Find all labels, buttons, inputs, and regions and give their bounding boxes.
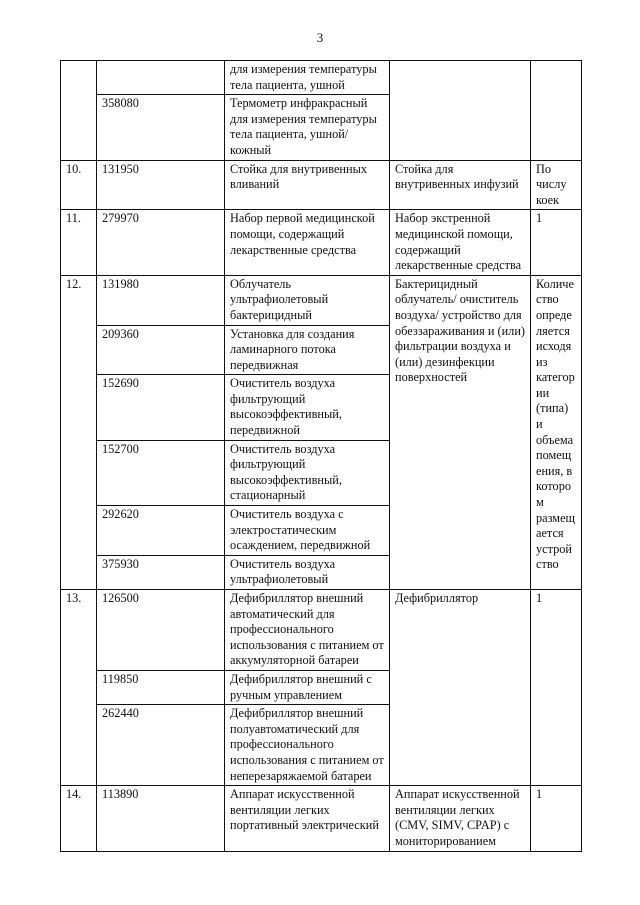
device-name-cell: Очиститель воздуха ультрафиолетовый [225, 555, 390, 589]
code-cell: 131980 [97, 275, 225, 325]
device-name-cell: Аппарат искусственной вентиляции легких портативный электрический [225, 786, 390, 851]
device-name-cell: для измерения температуры тела пациента, ушной [225, 61, 390, 95]
code-cell: 279970 [97, 210, 225, 275]
quantity-cell: По числу коек [531, 160, 582, 210]
page-number: 3 [316, 30, 324, 45]
row-number-cell: 11. [61, 210, 97, 275]
device-name-cell: Дефибриллятор внешний полуавтоматический для профессионального использования с питанием от неперезаряжаемой батареи [225, 705, 390, 786]
table-row [61, 275, 582, 325]
device-name-cell: Набор первой медицинской помощи, содержащий лекарственные средства [225, 210, 390, 275]
device-name-cell: Дефибриллятор внешний автоматический для профессионального использования с питанием от аккумуляторной батареи [225, 590, 390, 671]
device-name-cell: Очиститель воздуха фильтрующий высокоэффективный, передвижной [225, 375, 390, 440]
row-number-cell: 14. [61, 786, 97, 851]
requirement-cell [390, 61, 531, 161]
code-cell: 358080 [97, 95, 225, 160]
table-row [61, 786, 582, 851]
row-number-cell [61, 61, 97, 161]
quantity-cell [531, 61, 582, 161]
device-name-cell: Очиститель воздуха фильтрующий высокоэффективный, стационарный [225, 440, 390, 505]
requirement-cell: Стойка для внутривенных инфузий [390, 160, 531, 210]
code-cell: 152690 [97, 375, 225, 440]
requirement-cell: Бактерицидный облучатель/ очиститель воздуха/ устройство для обеззараживания и (или) фильтрации воздуха и (или) дезинфекции поверхностей [390, 275, 531, 589]
code-cell: 209360 [97, 325, 225, 375]
code-cell: 152700 [97, 440, 225, 505]
table-row [61, 160, 582, 210]
device-name-cell: Установка для создания ламинарного потока передвижная [225, 325, 390, 375]
device-name-cell: Очиститель воздуха с электростатическим осаждением, передвижной [225, 506, 390, 556]
device-name-cell: Дефибриллятор внешний с ручным управлением [225, 670, 390, 704]
device-name-cell: Термометр инфракрасный для измерения температуры тела пациента, ушной/кожный [225, 95, 390, 160]
device-name-cell: Стойка для внутривенных вливаний [225, 160, 390, 210]
device-name-cell: Облучатель ультрафиолетовый бактерицидный [225, 275, 390, 325]
requirement-cell: Аппарат искусственной вентиляции легких (CMV, SIMV, CPAP) с мониторированием [390, 786, 531, 851]
code-cell [97, 61, 225, 95]
row-number-cell: 12. [61, 275, 97, 589]
code-cell: 262440 [97, 705, 225, 786]
table-row [61, 61, 582, 95]
table-row [61, 210, 582, 275]
code-cell: 131950 [97, 160, 225, 210]
quantity-cell: 1 [531, 590, 582, 786]
row-number-cell: 13. [61, 590, 97, 786]
requirement-cell: Набор экстренной медицинской помощи, содержащий лекарственные средства [390, 210, 531, 275]
equipment-table [60, 60, 582, 852]
code-cell: 113890 [97, 786, 225, 851]
quantity-cell: Количество определяется исходя из категории (типа) и объема помещения, в котором размещается устройство [531, 275, 582, 589]
row-number-cell: 10. [61, 160, 97, 210]
code-cell: 375930 [97, 555, 225, 589]
code-cell: 292620 [97, 506, 225, 556]
code-cell: 119850 [97, 670, 225, 704]
quantity-cell: 1 [531, 210, 582, 275]
quantity-cell: 1 [531, 786, 582, 851]
requirement-cell: Дефибриллятор [390, 590, 531, 786]
table-row [61, 590, 582, 671]
code-cell: 126500 [97, 590, 225, 671]
